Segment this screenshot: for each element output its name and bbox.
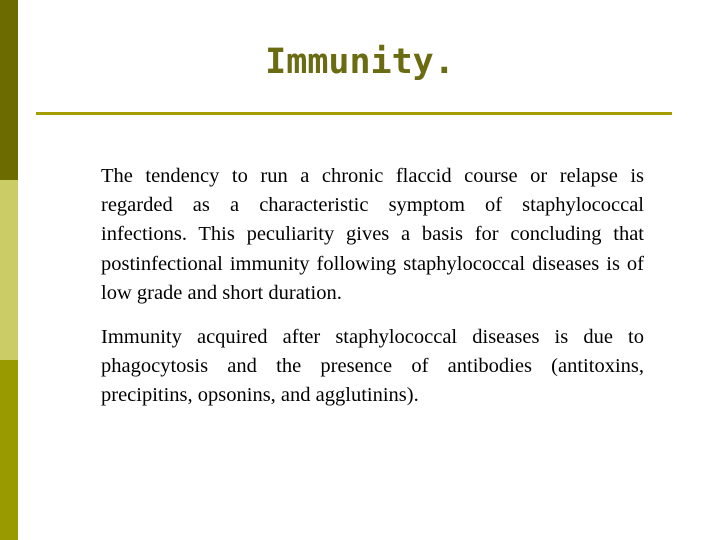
accent-bar-bottom [0, 360, 18, 540]
title-divider [36, 112, 672, 115]
body-paragraph: Immunity acquired after staphylococcal diseases is due to phagocytosis and the presence of antibodies (antitoxins, precipitins, opsonins, and agglutinins). [101, 326, 644, 407]
accent-bar-middle [0, 180, 18, 360]
slide-body [101, 162, 644, 426]
slide-title: Immunity. [265, 42, 455, 82]
accent-bar-top [0, 0, 18, 180]
body-paragraph: The tendency to run a chronic flaccid course or relapse is regarded as a characteristic symptom of staphylococcal infections. This peculiarity gives a basis for concluding that postinfectional immunity following staphylococcal diseases is of low grade and short duration. [101, 165, 644, 304]
